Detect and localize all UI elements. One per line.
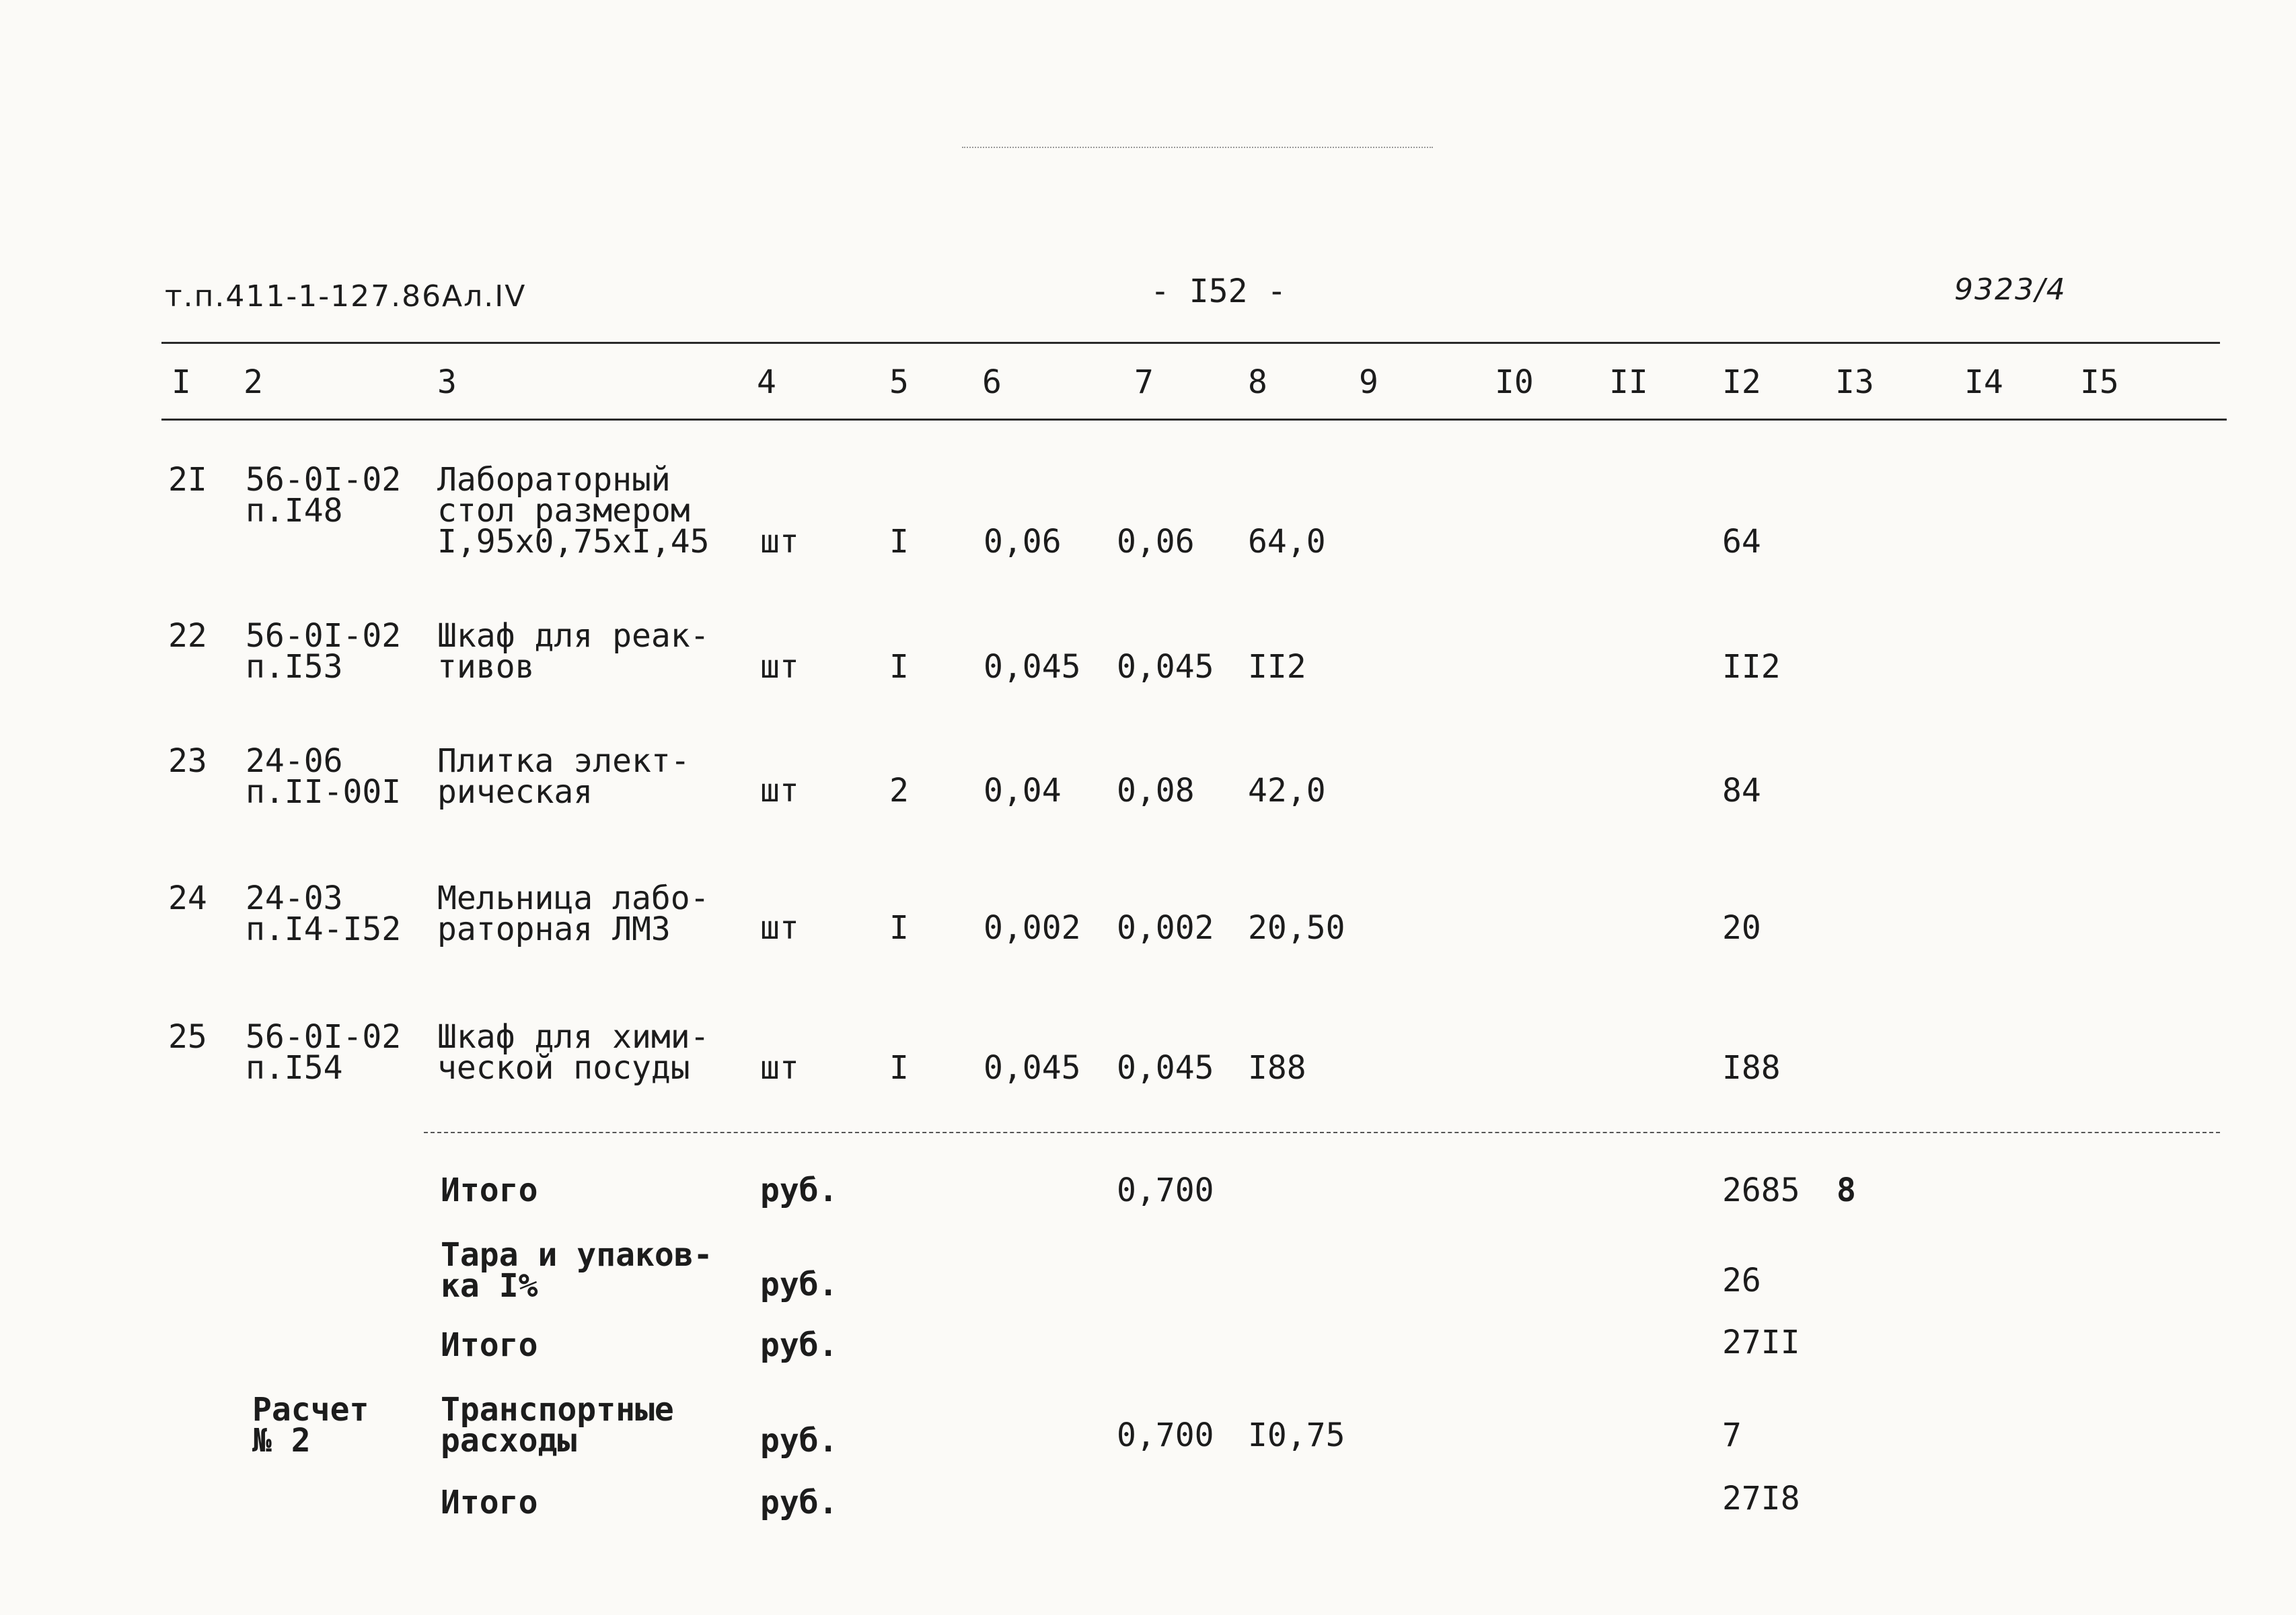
column-header: 7 bbox=[1134, 363, 1154, 401]
row-code: 24-06 п.II-00I bbox=[246, 742, 402, 811]
row-qty: 2 bbox=[889, 772, 909, 810]
total-col7: 0,700 bbox=[1117, 1172, 1214, 1209]
row-number: 23 bbox=[168, 742, 207, 780]
total-code: Расчет № 2 bbox=[252, 1391, 369, 1460]
column-header: II bbox=[1609, 363, 1648, 401]
row-number: 2I bbox=[168, 461, 207, 499]
total-name: Транспортные расходы bbox=[441, 1391, 674, 1460]
row-qty: I bbox=[889, 909, 909, 947]
row-code: 24-03 п.I4-I52 bbox=[246, 880, 402, 948]
total-col8: I0,75 bbox=[1248, 1416, 1345, 1454]
row-unit: шт bbox=[760, 648, 799, 686]
total-name: Итого bbox=[441, 1326, 538, 1364]
sheet-code: 9323/4 bbox=[1954, 273, 2067, 307]
total-name: Итого bbox=[441, 1172, 538, 1209]
row-name: Мельница лабо- раторная ЛМЗ bbox=[437, 880, 710, 948]
row-col7: 0,08 bbox=[1117, 772, 1195, 810]
table-top-rule bbox=[161, 342, 2220, 344]
row-unit: шт bbox=[760, 523, 799, 561]
column-header: 3 bbox=[437, 363, 457, 401]
scan-artifact-line bbox=[962, 147, 1433, 148]
row-name: Плитка элект- рическая bbox=[437, 742, 690, 811]
row-unit: шт bbox=[760, 772, 799, 810]
total-name: Тара и упаков- ка I% bbox=[441, 1236, 713, 1305]
row-col7: 0,002 bbox=[1117, 909, 1214, 947]
row-col8: I88 bbox=[1248, 1049, 1306, 1087]
total-name: Итого bbox=[441, 1484, 538, 1521]
row-unit: шт bbox=[760, 909, 799, 947]
total-col7: 0,700 bbox=[1117, 1416, 1214, 1454]
column-header: I3 bbox=[1835, 363, 1874, 401]
total-col12: 27I8 bbox=[1722, 1480, 1800, 1517]
column-header: 8 bbox=[1248, 363, 1267, 401]
row-col6: 0,045 bbox=[984, 1049, 1081, 1087]
column-header: 6 bbox=[982, 363, 1002, 401]
column-header: I bbox=[172, 363, 191, 401]
total-col12: 7 bbox=[1722, 1416, 1742, 1454]
row-col12: 64 bbox=[1722, 523, 1761, 561]
header-bottom-rule bbox=[161, 419, 2227, 421]
column-header: 9 bbox=[1359, 363, 1378, 401]
row-col6: 0,06 bbox=[984, 523, 1062, 561]
document-code: т.п.411-1-127.86Ал.IV bbox=[165, 279, 527, 314]
total-unit: руб. bbox=[760, 1484, 838, 1521]
total-col12: 2685 bbox=[1722, 1172, 1800, 1209]
row-qty: I bbox=[889, 523, 909, 561]
total-unit: руб. bbox=[760, 1326, 838, 1364]
row-col12: 20 bbox=[1722, 909, 1761, 947]
totals-separator bbox=[424, 1132, 2220, 1133]
row-code: 56-0I-02 п.I53 bbox=[246, 617, 402, 686]
row-unit: шт bbox=[760, 1049, 799, 1087]
row-col7: 0,045 bbox=[1117, 1049, 1214, 1087]
total-col12: 26 bbox=[1722, 1262, 1761, 1299]
column-header: I4 bbox=[1964, 363, 2003, 401]
row-col8: II2 bbox=[1248, 648, 1306, 686]
total-unit: руб. bbox=[760, 1172, 838, 1209]
total-col12: 27II bbox=[1722, 1324, 1800, 1361]
row-qty: I bbox=[889, 1049, 909, 1087]
row-col6: 0,045 bbox=[984, 648, 1081, 686]
row-col7: 0,06 bbox=[1117, 523, 1195, 561]
column-header: 4 bbox=[757, 363, 776, 401]
row-col6: 0,04 bbox=[984, 772, 1062, 810]
row-name: Шкаф для реак- тивов bbox=[437, 617, 710, 686]
row-name: Лабораторный стол размером I,95x0,75xI,45 bbox=[437, 461, 710, 561]
row-col12: 84 bbox=[1722, 772, 1761, 810]
row-number: 25 bbox=[168, 1018, 207, 1056]
row-col12: II2 bbox=[1722, 648, 1781, 686]
row-col12: I88 bbox=[1722, 1049, 1781, 1087]
row-number: 24 bbox=[168, 880, 207, 917]
row-name: Шкаф для хими- ческой посуды bbox=[437, 1018, 710, 1087]
total-unit: руб. bbox=[760, 1266, 838, 1303]
row-col8: 42,0 bbox=[1248, 772, 1326, 810]
column-header: 5 bbox=[889, 363, 909, 401]
total-col13: 8 bbox=[1837, 1172, 1856, 1209]
row-code: 56-0I-02 п.I54 bbox=[246, 1018, 402, 1087]
column-header: 2 bbox=[244, 363, 263, 401]
row-number: 22 bbox=[168, 617, 207, 655]
row-col7: 0,045 bbox=[1117, 648, 1214, 686]
column-header: I0 bbox=[1495, 363, 1534, 401]
row-col8: 20,50 bbox=[1248, 909, 1345, 947]
column-header: I5 bbox=[2080, 363, 2119, 401]
total-unit: руб. bbox=[760, 1422, 838, 1460]
row-code: 56-0I-02 п.I48 bbox=[246, 461, 402, 530]
row-col8: 64,0 bbox=[1248, 523, 1326, 561]
row-col6: 0,002 bbox=[984, 909, 1081, 947]
column-header: I2 bbox=[1722, 363, 1761, 401]
row-qty: I bbox=[889, 648, 909, 686]
page-number: - I52 - bbox=[1150, 273, 1287, 310]
